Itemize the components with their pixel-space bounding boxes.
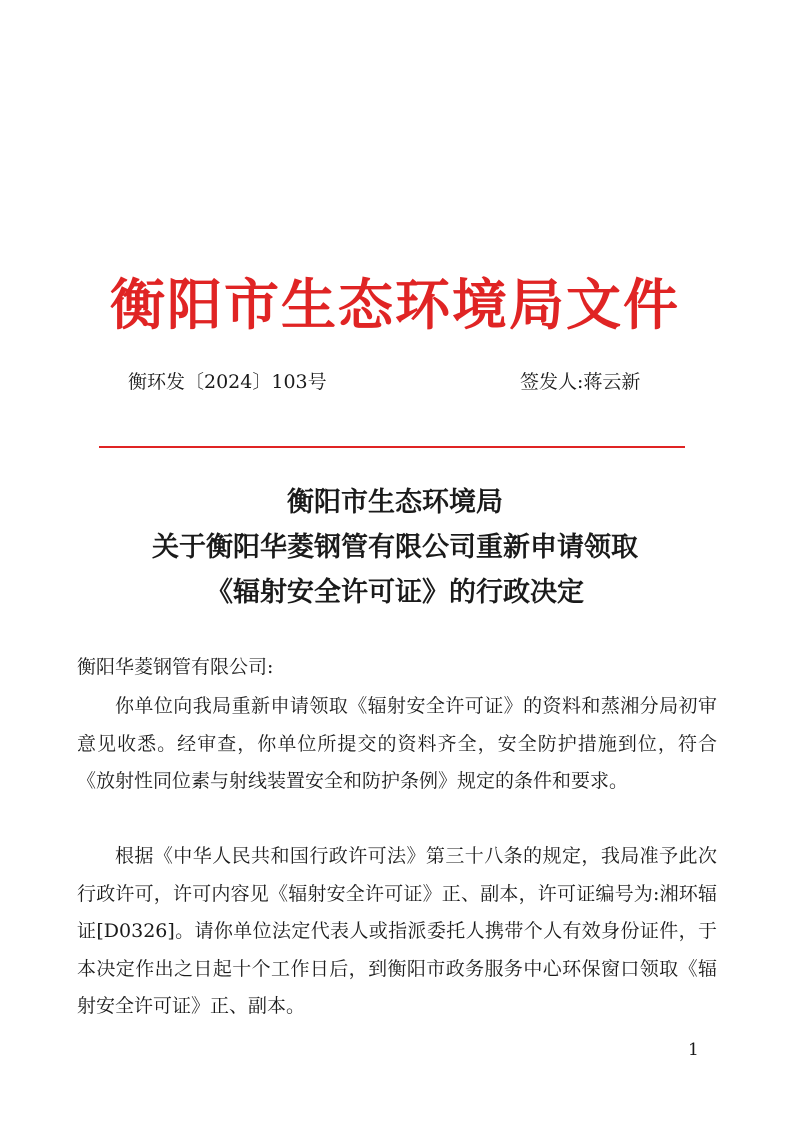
salutation: 衡阳华菱钢管有限公司: bbox=[77, 656, 274, 678]
signer: 签发人:蒋云新 bbox=[520, 371, 641, 393]
title-line-2: 关于衡阳华菱钢管有限公司重新申请领取 bbox=[152, 532, 638, 563]
title-line-3: 《辐射安全许可证》的行政决定 bbox=[206, 577, 584, 608]
title-line-1: 衡阳市生态环境局 bbox=[287, 487, 503, 518]
red-divider-rule bbox=[99, 446, 685, 448]
document-number: 衡环发〔2024〕103号 bbox=[128, 371, 327, 393]
document-title bbox=[0, 480, 790, 615]
body-paragraph: 你单位向我局重新申请领取《辐射安全许可证》的资料和蒸湘分局初审意见收悉。经审查，你单位所提交的资料齐全，安全防护措施到位，符合《放射性同位素与射线装置安全和防护条例》规定的条件和要求。 bbox=[77, 695, 717, 792]
page-number: 1 bbox=[688, 1040, 699, 1060]
body-paragraph: 根据《中华人民共和国行政许可法》第三十八条的规定，我局准予此次行政许可，许可内容见《辐射安全许可证》正、副本，许可证编号为:湘环辐证[D0326]。请你单位法定代表人或指派委托人携带个人有效身份证件，于本决定作出之日起十个工作日后，到衡阳市政务服务中心环保窗口领取《辐射安全许可证》正、副本。 bbox=[77, 845, 717, 1017]
masthead-title: 衡阳市生态环境局文件 bbox=[109, 272, 680, 337]
